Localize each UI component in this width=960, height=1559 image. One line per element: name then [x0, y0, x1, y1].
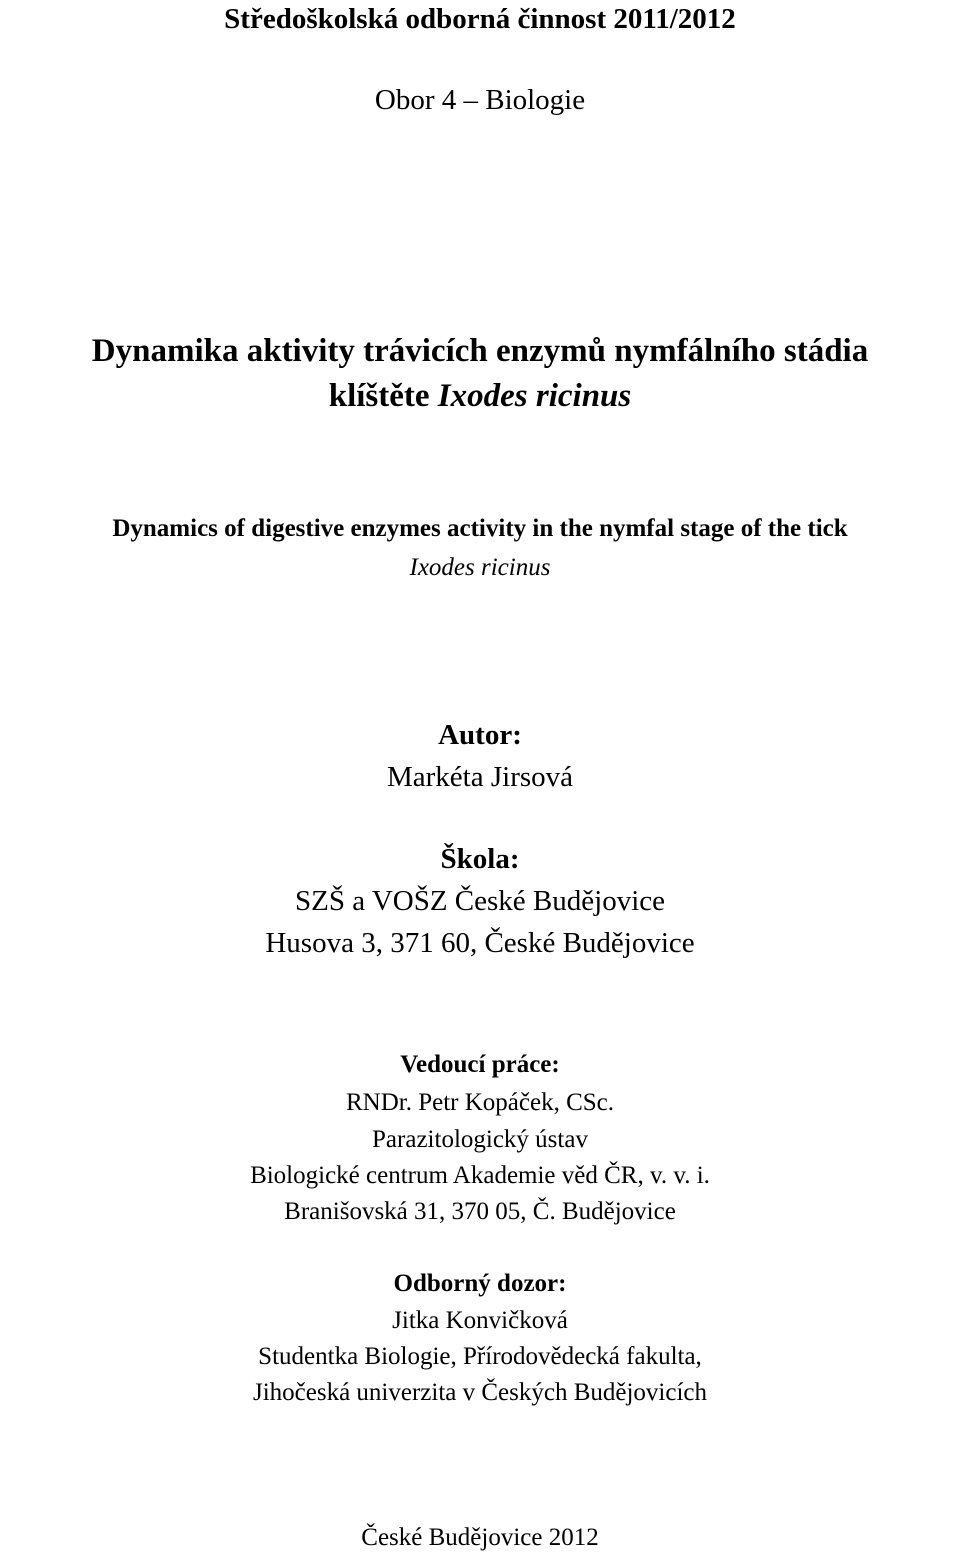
author-name: Markéta Jirsová	[386, 761, 574, 793]
supervisor-institute: Parazitologický ústav	[372, 1126, 588, 1153]
author-label: Autor:	[438, 719, 522, 751]
school-label: Škola:	[440, 843, 520, 875]
expert-role: Studentka Biologie, Přírodovědecká fakulta,	[258, 1343, 702, 1370]
field-heading: Obor 4 – Biologie	[374, 84, 586, 116]
supervisor-name: RNDr. Petr Kopáček, CSc.	[345, 1089, 615, 1116]
title-en-line1: Dynamics of digestive enzymes activity in the nymfal stage of the tick	[112, 515, 848, 542]
school-address: Husova 3, 371 60, České Budějovice	[265, 927, 695, 959]
expert-label: Odborný dozor:	[393, 1270, 567, 1297]
title-cz-species: Ixodes ricinus	[437, 378, 632, 414]
title-cz-prefix: klíštěte	[328, 378, 430, 414]
supervisor-label: Vedoucí práce:	[400, 1051, 560, 1078]
title-cz-line1: Dynamika aktivity trávicích enzymů nymfálního stádia	[91, 333, 869, 369]
expert-name: Jitka Konvičková	[392, 1307, 568, 1334]
expert-university: Jihočeská univerzita v Českých Budějovicích	[252, 1379, 708, 1406]
supervisor-address: Branišovská 31, 370 05, Č. Budějovice	[284, 1198, 676, 1225]
supervisor-centre: Biologické centrum Akademie věd ČR, v. v. i.	[250, 1162, 710, 1189]
title-cz-line2	[0, 380, 960, 413]
competition-heading: Středoškolská odborná činnost 2011/2012	[224, 3, 736, 35]
footer-place-year: České Budějovice 2012	[361, 1524, 599, 1551]
title-en-species: Ixodes ricinus	[409, 554, 551, 581]
school-name: SZŠ a VOŠZ České Budějovice	[295, 885, 665, 917]
